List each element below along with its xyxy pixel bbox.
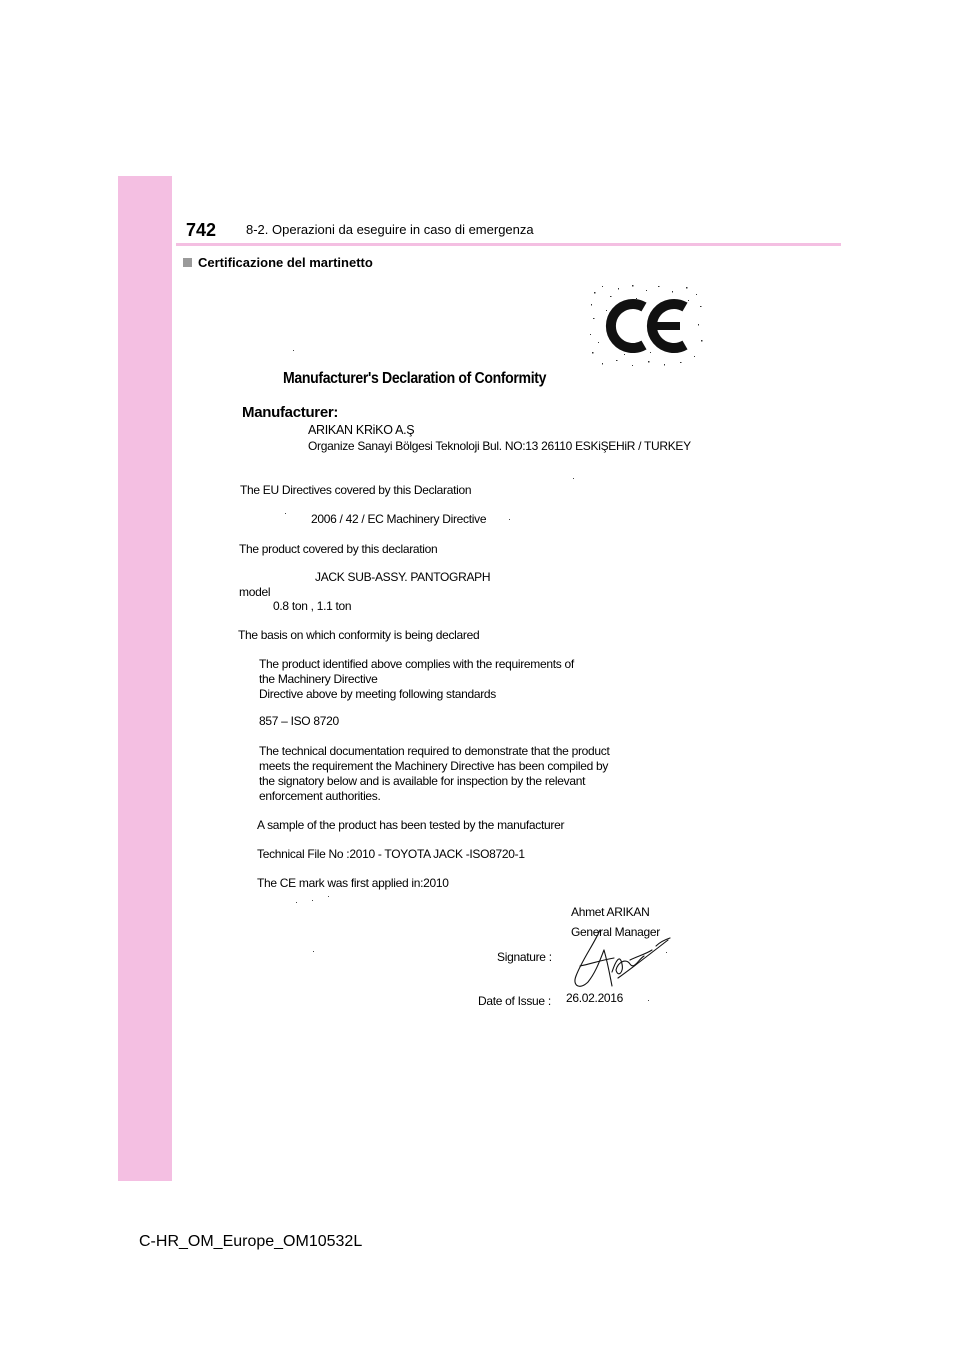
model-values: 0.8 ton , 1.1 ton [273,599,352,613]
sidebar-color-band [118,176,172,1181]
compliance-line: The product identified above complies with the requirements of [259,657,574,671]
square-bullet-icon [183,258,192,267]
compliance-line: Directive above by meeting following standards [259,687,496,701]
ce-first-applied: The CE mark was first applied in:2010 [257,876,449,890]
declaration-title: Manufacturer's Declaration of Conformity [283,370,547,387]
page-number: 742 [186,220,217,240]
techdoc-line: enforcement authorities. [259,789,381,803]
eu-directives-label: The EU Directives covered by this Declaration [240,483,472,497]
technical-file: Technical File No :2010 - TOYOTA JACK -ISO8720-1 [257,847,525,861]
signatory-name: Ahmet ARIKAN [571,905,650,919]
directive-text: 2006 / 42 / EC Machinery Directive [311,512,487,526]
basis-label: The basis on which conformity is being declared [238,628,480,642]
signatory-title: General Manager [571,925,660,939]
section-title: 8-2. Operazioni da eseguire in caso di emergenza [246,222,534,237]
product-label: The product covered by this declaration [239,542,438,556]
compliance-line: the Machinery Directive [259,672,378,686]
techdoc-line: The technical documentation required to demonstrate that the product [259,744,610,758]
standard-reference: 857 – ISO 8720 [259,714,339,728]
date-label: Date of Issue : [478,994,551,1008]
handwritten-signature [560,920,680,1000]
subheading-text: Certificazione del martinetto [198,255,373,270]
document-code: C-HR_OM_Europe_OM10532L [139,1233,363,1250]
manufacturer-label: Manufacturer: [242,404,339,421]
techdoc-line: meets the requirement the Machinery Directive has been compiled by [259,759,609,773]
model-label: model [239,585,271,599]
ce-mark-logo [588,282,704,368]
manufacturer-address: Organize Sanayi Bölgesi Teknoloji Bul. NO:13 26110 ESKiŞEHiR / TURKEY [308,439,691,453]
product-name: JACK SUB-ASSY. PANTOGRAPH [315,570,491,584]
sample-statement: A sample of the product has been tested by the manufacturer [257,818,565,832]
techdoc-line: the signatory below and is available for inspection by the relevant [259,774,586,788]
manufacturer-name: ARIKAN KRiKO A.Ş [308,423,415,437]
header-divider [176,243,841,246]
date-value: 26.02.2016 [566,991,624,1005]
signature-label: Signature : [497,950,552,964]
subheading [183,255,373,270]
